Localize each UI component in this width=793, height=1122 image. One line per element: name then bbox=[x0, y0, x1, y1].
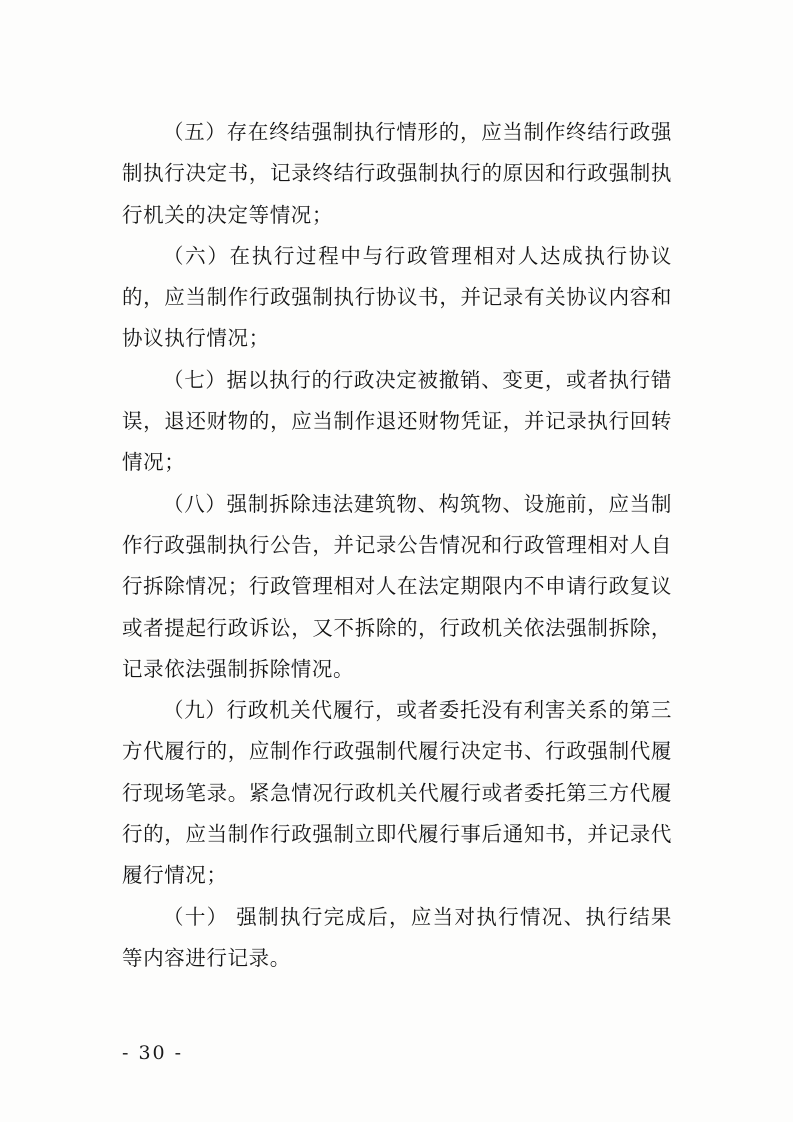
paragraph-item-7: （七）据以执行的行政决定被撤销、变更，或者执行错误，退还财物的，应当制作退还财物凭证，并记录执行回转情况； bbox=[122, 367, 672, 475]
paragraph-item-9: （九）行政机关代履行，或者委托没有利害关系的第三方代履行的，应制作行政强制代履行决定书、行政强制代履行现场笔录。紧急情况行政机关代履行或者委托第三方代履行的，应当制作行政强制立即代履行事后通知书，并记录代履行情况； bbox=[122, 698, 672, 888]
page-number: - 30 - bbox=[122, 1042, 184, 1064]
paragraph-item-5: （五）存在终结强制执行情形的，应当制作终结行政强制执行决定书，记录终结行政强制执行的原因和行政强制执行机关的决定等情况； bbox=[122, 120, 672, 227]
paragraph-item-10: （十） 强制执行完成后，应当对执行情况、执行结果等内容进行记录。 bbox=[122, 904, 672, 970]
paragraph-item-6: （六）在执行过程中与行政管理相对人达成执行协议的，应当制作行政强制执行协议书，并记录有关协议内容和协议执行情况； bbox=[122, 243, 672, 351]
document-body bbox=[122, 112, 672, 979]
paragraph-item-8: （八）强制拆除违法建筑物、构筑物、设施前，应当制作行政强制执行公告，并记录公告情况和行政管理相对人自行拆除情况；行政管理相对人在法定期限内不申请行政复议或者提起行政诉讼，又不拆除的，行政机关依法强制拆除，记录依法强制拆除情况。 bbox=[122, 491, 672, 681]
